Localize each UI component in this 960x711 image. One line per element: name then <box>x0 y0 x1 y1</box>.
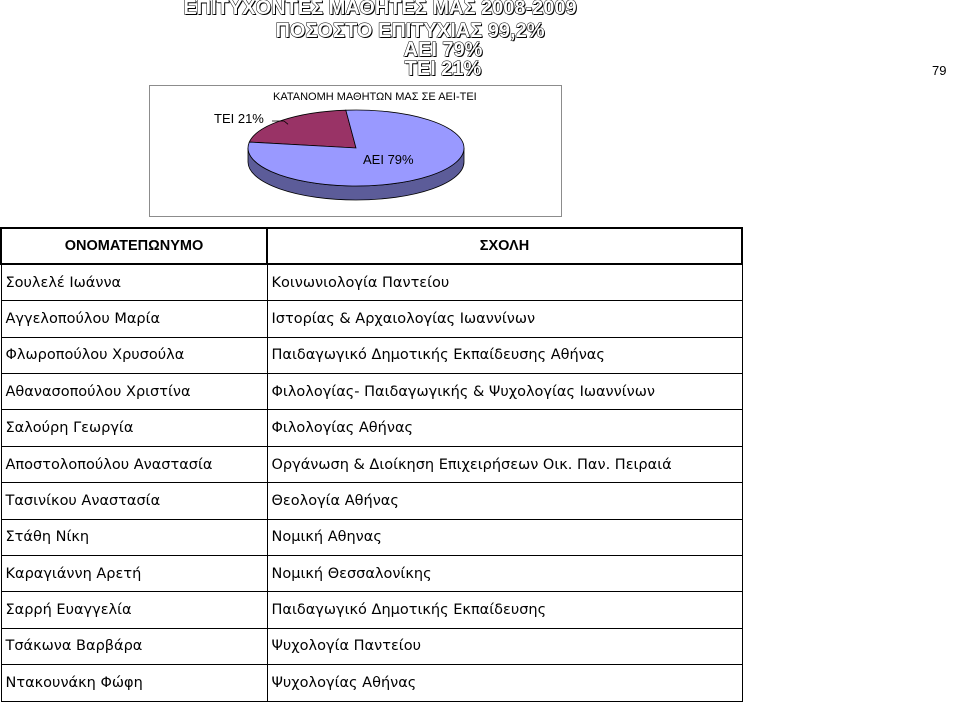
student-name-cell: Τασινίκου Αναστασία <box>1 483 267 519</box>
pie-chart <box>0 0 960 230</box>
school-cell: Νομική Θεσσαλονίκης <box>267 556 742 592</box>
table-row <box>1 665 742 701</box>
school-cell: Ιστορίας & Αρχαιολογίας Ιωαννίνων <box>267 301 742 337</box>
student-name-cell: Σαρρή Ευαγγελία <box>1 592 267 628</box>
students-table <box>0 227 743 702</box>
heading-success-rate: ΠΟΣΟΣΤΟ ΕΠΙΤΥΧΙΑΣ 99,2% <box>275 20 545 42</box>
student-name-cell: Ντακουνάκη Φώφη <box>1 665 267 701</box>
student-name-cell: Καραγιάννη Αρετή <box>1 556 267 592</box>
heading-successful-students: ΕΠΙΤΥΧΟΝΤΕΣ ΜΑΘΗΤΕΣ ΜΑΣ 2008-2009 <box>183 0 577 19</box>
school-cell: Θεολογία Αθήνας <box>267 483 742 519</box>
school-cell: Ψυχολογία Παντείου <box>267 628 742 664</box>
table-row <box>1 628 742 664</box>
school-cell: Φιλολογίας- Παιδαγωγικής & Ψυχολογίας Ιωαννίνων <box>267 374 742 410</box>
table-row <box>1 446 742 482</box>
table-header-row <box>1 228 742 264</box>
student-name-cell: Τσάκωνα Βαρβάρα <box>1 628 267 664</box>
school-cell: Οργάνωση & Διοίκηση Επιχειρήσεων Οικ. Παν. Πειραιά <box>267 446 742 482</box>
student-name-cell: Στάθη Νίκη <box>1 519 267 555</box>
heading-aei-percent: ΑΕΙ 79% <box>403 39 483 61</box>
school-cell: Παιδαγωγικό Δημοτικής Εκπαίδευσης Αθήνας <box>267 337 742 373</box>
student-name-cell: Σαλούρη Γεωργία <box>1 410 267 446</box>
column-header-school: ΣΧΟΛΗ <box>267 228 742 264</box>
slice-label-aei: ΑΕΙ 79% <box>363 152 414 167</box>
table-row <box>1 410 742 446</box>
student-name-cell: Αθανασοπούλου Χριστίνα <box>1 374 267 410</box>
student-name-cell: Αποστολοπούλου Αναστασία <box>1 446 267 482</box>
slice-label-tei: ΤΕΙ 21% <box>214 111 264 126</box>
table-row <box>1 264 742 300</box>
table-row <box>1 556 742 592</box>
chart-title: ΚΑΤΑΝΟΜΗ ΜΑΘΗΤΩΝ ΜΑΣ ΣΕ ΑΕΙ-ΤΕΙ <box>273 91 477 103</box>
school-cell: Ψυχολογίας Αθήνας <box>267 665 742 701</box>
pie-slice-tei <box>249 110 356 148</box>
student-name-cell: Φλωροπούλου Χρυσούλα <box>1 337 267 373</box>
heading-tei-percent: ΤΕΙ 21% <box>404 58 482 80</box>
school-cell: Νομική Αθηνας <box>267 519 742 555</box>
table-row <box>1 374 742 410</box>
table-row <box>1 592 742 628</box>
table-row <box>1 301 742 337</box>
table-row <box>1 337 742 373</box>
school-cell: Φιλολογίας Αθήνας <box>267 410 742 446</box>
table-row <box>1 483 742 519</box>
school-cell: Κοινωνιολογία Παντείου <box>267 264 742 300</box>
column-header-name: ΟΝΟΜΑΤΕΠΩΝΥΜΟ <box>1 228 267 264</box>
student-name-cell: Αγγελοπούλου Μαρία <box>1 301 267 337</box>
student-name-cell: Σουλελέ Ιωάννα <box>1 264 267 300</box>
table-row <box>1 519 742 555</box>
school-cell: Παιδαγωγικό Δημοτικής Εκπαίδευσης <box>267 592 742 628</box>
page-number: 79 <box>932 63 947 78</box>
